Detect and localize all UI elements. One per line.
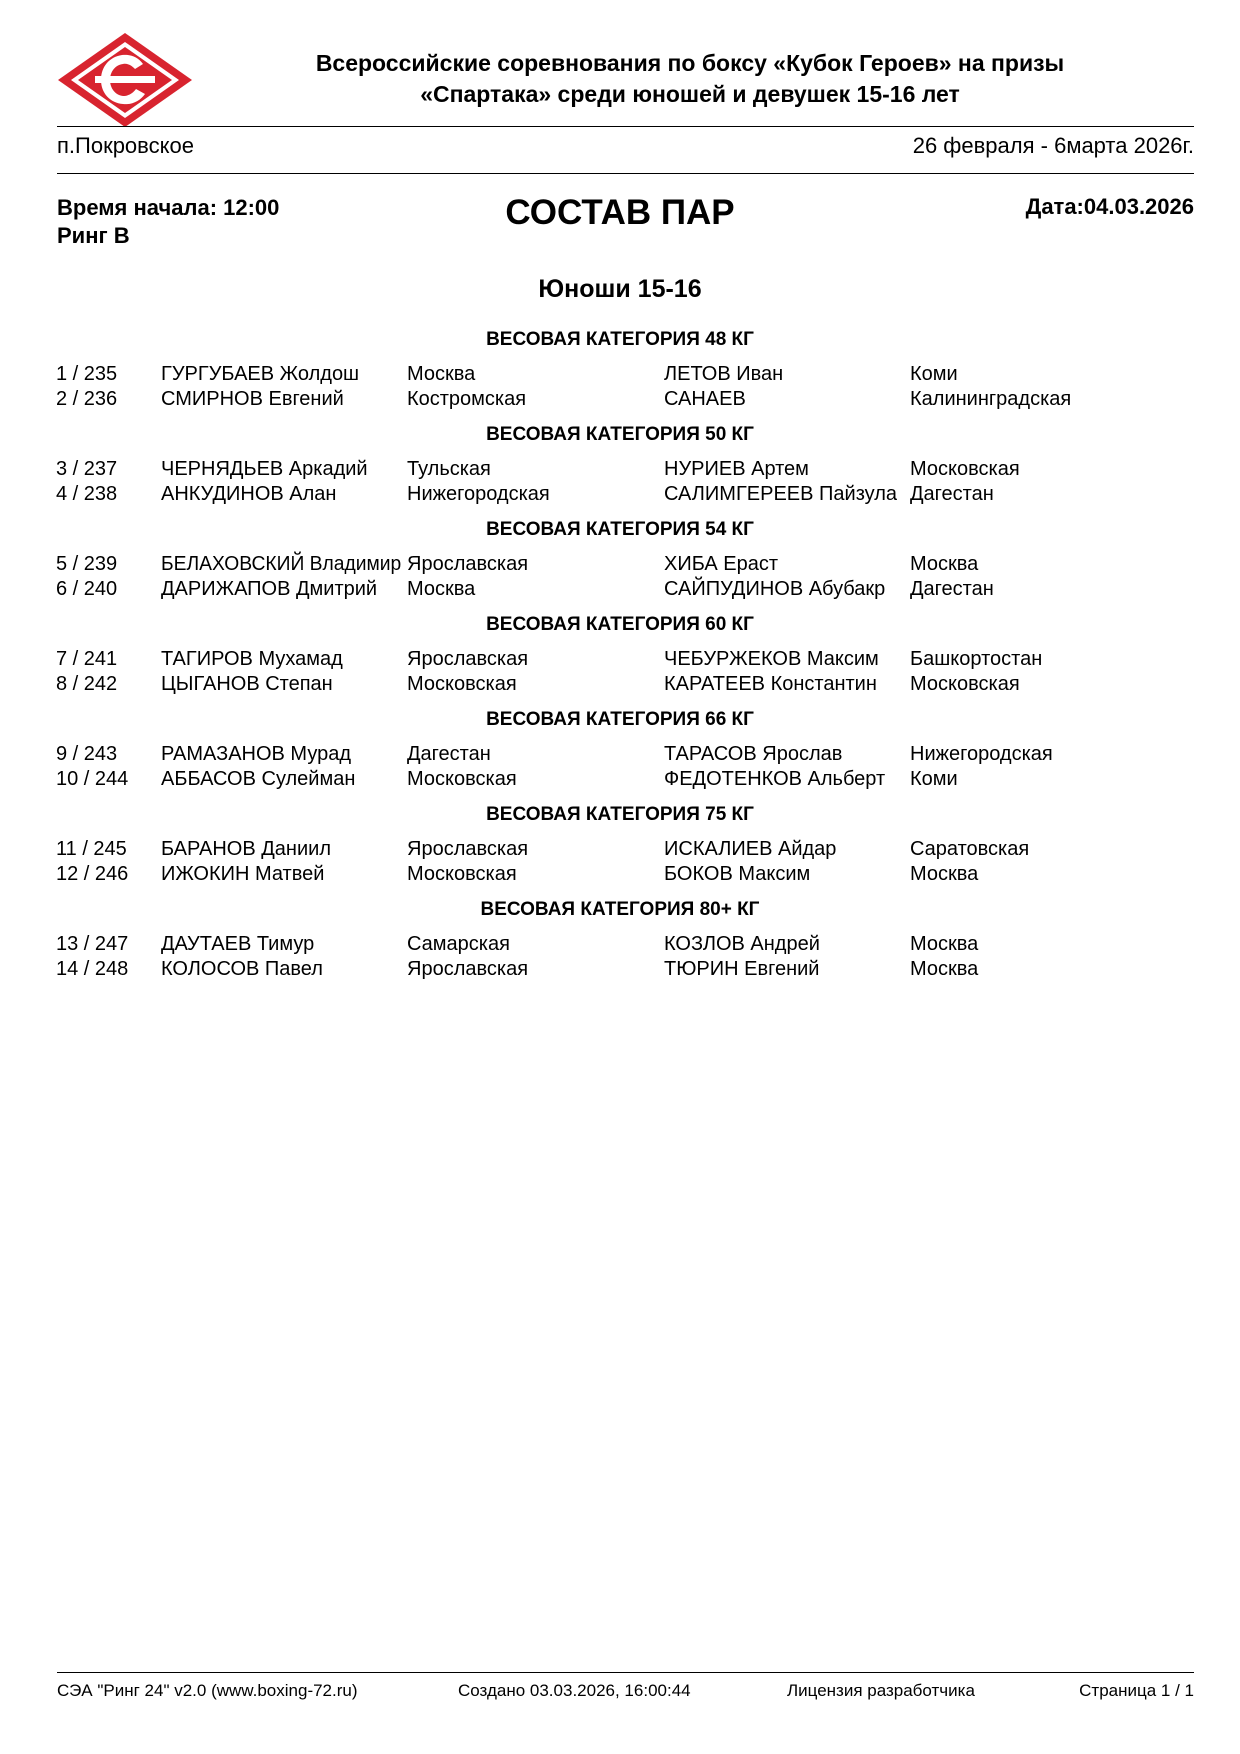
bout-number: 1 / 235	[56, 363, 118, 385]
bout-row	[0, 672, 1240, 697]
boxer1-name: РАМАЗАНОВ Мурад	[161, 743, 352, 765]
boxer2-region: Коми	[910, 768, 958, 790]
boxer1-name: СМИРНОВ Евгений	[161, 388, 344, 410]
boxer2-region: Дагестан	[910, 578, 994, 600]
bout-row	[0, 767, 1240, 792]
category-gap	[0, 507, 1240, 515]
boxer2-region: Москва	[910, 933, 979, 955]
boxer1-region: Москва	[407, 363, 476, 385]
boxer2-name: КОЗЛОВ Андрей	[664, 933, 820, 955]
boxer1-region: Ярославская	[407, 958, 529, 980]
boxer2-name: КАРАТЕЕВ Константин	[664, 673, 877, 695]
footer-page: Страница 1 / 1	[1079, 1681, 1194, 1700]
subheader-divider	[57, 173, 1194, 174]
boxer2-name: ЧЕБУРЖЕКОВ Максим	[664, 648, 879, 670]
boxer2-region: Москва	[910, 958, 979, 980]
boxer1-name: ТАГИРОВ Мухамад	[161, 648, 343, 670]
bout-number: 10 / 244	[56, 768, 129, 790]
bout-row	[0, 457, 1240, 482]
footer-software: СЭА "Ринг 24" v2.0 (www.boxing-72.ru)	[57, 1681, 358, 1700]
bout-row	[0, 862, 1240, 887]
weight-category-title: ВЕСОВАЯ КАТЕГОРИЯ 66 КГ	[486, 709, 754, 730]
footer-divider	[57, 1672, 1194, 1673]
boxer2-region: Нижегородская	[910, 743, 1053, 765]
age-group-title: Юноши 15-16	[538, 275, 702, 303]
category-gap	[0, 887, 1240, 895]
boxer1-name: ДАРИЖАПОВ Дмитрий	[161, 578, 378, 600]
bout-number: 11 / 245	[56, 838, 127, 860]
boxer1-name: ЧЕРНЯДЬЕВ Аркадий	[161, 458, 368, 480]
boxer2-region: Башкортостан	[910, 648, 1043, 670]
boxer2-name: ХИБА Ераст	[664, 553, 779, 575]
boxer2-name: САЛИМГЕРЕЕВ Пайзула	[664, 483, 897, 505]
weight-categories	[0, 325, 1240, 982]
bout-number: 8 / 242	[56, 673, 118, 695]
page-title: СОСТАВ ПАР	[505, 193, 735, 232]
bout-row	[0, 647, 1240, 672]
start-time: Время начала: 12:00	[57, 195, 280, 220]
spartak-logo	[55, 30, 195, 130]
boxer1-region: Московская	[407, 673, 517, 695]
boxer2-region: Дагестан	[910, 483, 994, 505]
weight-category-title: ВЕСОВАЯ КАТЕГОРИЯ 80+ КГ	[480, 899, 760, 920]
bout-row	[0, 577, 1240, 602]
boxer1-region: Ярославская	[407, 838, 529, 860]
weight-category-title: ВЕСОВАЯ КАТЕГОРИЯ 54 КГ	[486, 519, 754, 540]
boxer1-name: БЕЛАХОВСКИЙ Владимир	[161, 553, 402, 575]
boxer1-region: Ярославская	[407, 553, 529, 575]
boxer1-region: Самарская	[407, 933, 510, 955]
header-divider	[57, 126, 1194, 127]
footer-created: Создано 03.03.2026, 16:00:44	[458, 1681, 691, 1700]
bout-row	[0, 837, 1240, 862]
boxer2-name: НУРИЕВ Артем	[664, 458, 809, 480]
weight-category-title: ВЕСОВАЯ КАТЕГОРИЯ 60 КГ	[486, 614, 754, 635]
boxer1-region: Московская	[407, 863, 517, 885]
ring-label: Ринг B	[57, 223, 130, 248]
boxer1-region: Костромская	[407, 388, 527, 410]
boxer2-name: ТАРАСОВ Ярослав	[664, 743, 843, 765]
boxer2-name: ИСКАЛИЕВ Айдар	[664, 838, 837, 860]
footer-license: Лицензия разработчика	[787, 1681, 975, 1700]
category-gap	[0, 412, 1240, 420]
boxer1-name: ЦЫГАНОВ Степан	[161, 673, 333, 695]
bout-row	[0, 742, 1240, 767]
bout-row	[0, 957, 1240, 982]
boxer1-region: Московская	[407, 768, 517, 790]
competition-title-line1: Всероссийские соревнования по боксу «Кубок Героев» на призы	[315, 50, 1065, 76]
boxer2-region: Московская	[910, 673, 1020, 695]
boxer2-name: САЙПУДИНОВ Абубакр	[664, 578, 886, 600]
location: п.Покровское	[57, 133, 194, 158]
category-gap	[0, 792, 1240, 800]
boxer1-region: Нижегородская	[407, 483, 550, 505]
competition-title-line2: «Спартака» среди юношей и девушек 15-16 лет	[420, 81, 960, 107]
bout-row	[0, 362, 1240, 387]
boxer2-name: ЛЕТОВ Иван	[664, 363, 784, 385]
boxer2-name: САНАЕВ	[664, 388, 746, 410]
bout-number: 7 / 241	[56, 648, 118, 670]
weight-category-title: ВЕСОВАЯ КАТЕГОРИЯ 48 КГ	[486, 329, 754, 350]
competition-dates: 26 февраля - 6марта 2026г.	[912, 133, 1194, 158]
bout-row	[0, 552, 1240, 577]
boxer2-region: Московская	[910, 458, 1020, 480]
bout-row	[0, 482, 1240, 507]
bout-number: 6 / 240	[56, 578, 118, 600]
boxer2-name: ТЮРИН Евгений	[664, 958, 820, 980]
boxer1-name: БАРАНОВ Даниил	[161, 838, 331, 860]
boxer2-name: ФЕДОТЕНКОВ Альберт	[664, 768, 886, 790]
category-gap	[0, 697, 1240, 705]
weight-category-title: ВЕСОВАЯ КАТЕГОРИЯ 50 КГ	[486, 424, 754, 445]
bout-number: 3 / 237	[56, 458, 118, 480]
bout-number: 13 / 247	[56, 933, 129, 955]
boxer2-region: Коми	[910, 363, 958, 385]
boxer1-name: ДАУТАЕВ Тимур	[161, 933, 315, 955]
boxer1-name: ГУРГУБАЕВ Жолдош	[161, 363, 360, 385]
boxer2-region: Москва	[910, 553, 979, 575]
boxer1-region: Дагестан	[407, 743, 491, 765]
bout-number: 5 / 239	[56, 553, 118, 575]
boxer2-region: Саратовская	[910, 838, 1030, 860]
category-gap	[0, 602, 1240, 610]
boxer1-region: Москва	[407, 578, 476, 600]
boxer1-region: Тульская	[407, 458, 491, 480]
bout-number: 4 / 238	[56, 483, 118, 505]
bout-number: 12 / 246	[56, 863, 129, 885]
bout-number: 9 / 243	[56, 743, 118, 765]
boxer2-name: БОКОВ Максим	[664, 863, 811, 885]
boxer2-region: Калининградская	[910, 388, 1072, 410]
boxer1-name: ИЖОКИН Матвей	[161, 863, 325, 885]
bout-row	[0, 387, 1240, 412]
boxer1-region: Ярославская	[407, 648, 529, 670]
boxer1-name: КОЛОСОВ Павел	[161, 958, 323, 980]
boxer1-name: АББАСОВ Сулейман	[161, 768, 356, 790]
bout-row	[0, 932, 1240, 957]
session-date: Дата:04.03.2026	[1025, 194, 1194, 219]
boxer2-region: Москва	[910, 863, 979, 885]
bout-number: 2 / 236	[56, 388, 118, 410]
weight-category-title: ВЕСОВАЯ КАТЕГОРИЯ 75 КГ	[486, 804, 754, 825]
boxer1-name: АНКУДИНОВ Алан	[161, 483, 337, 505]
bout-number: 14 / 248	[56, 958, 129, 980]
